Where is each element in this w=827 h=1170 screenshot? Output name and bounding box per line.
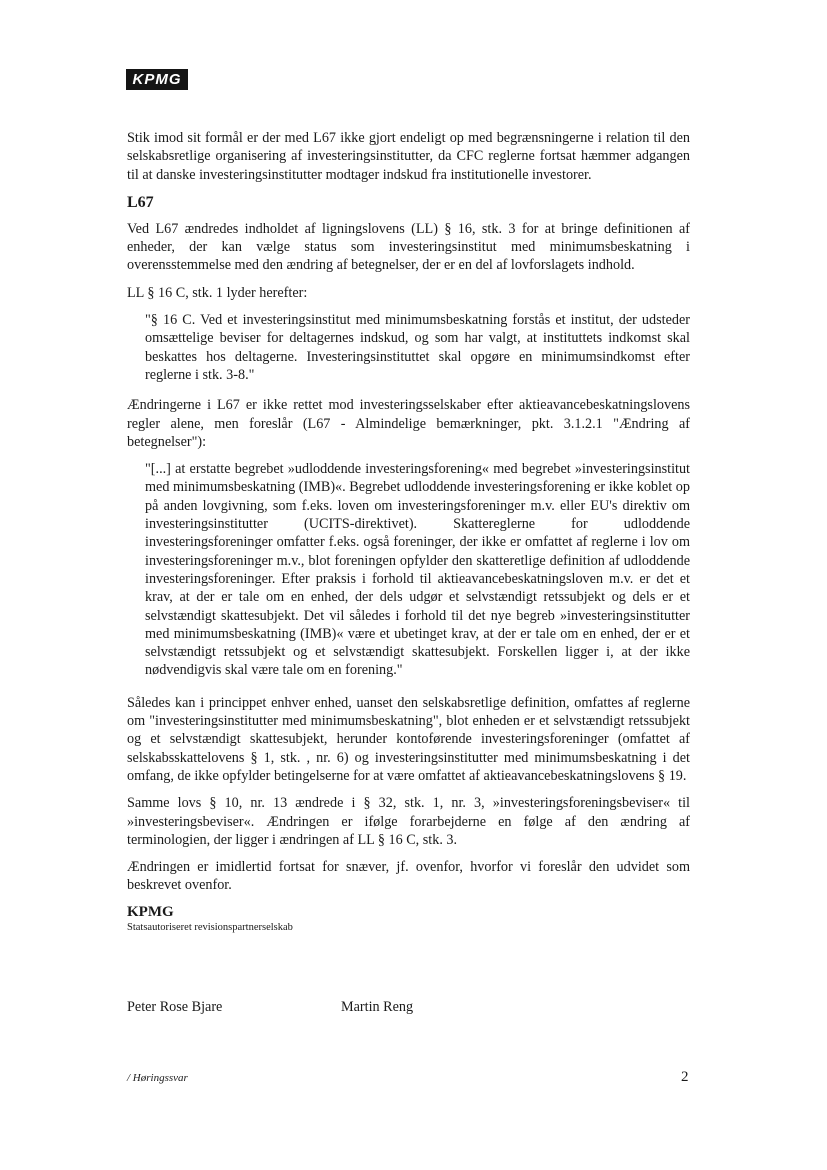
paragraph-3: Ændringerne i L67 er ikke rettet mod investeringsselskaber efter aktieavancebeskatningslovens regler alene, men foreslår (L67 - Almindelige bemærkninger, pkt. 3.1.2.1 "Ændring af betegnelser"): [127, 397, 690, 450]
page-number: 2 [681, 1069, 689, 1085]
kpmg-logo: KPMG [126, 69, 188, 90]
paragraph-1: Ved L67 ændredes indholdet af ligningslovens (LL) § 16, stk. 3 for at bringe definitionen af enheder, der kan vælge status som investeringsinstitut med minimumsbeskatning i overensstemmelse med den ændring af betegnelser, der er en del af lovforslagets indhold. [127, 220, 690, 274]
signature-firm: KPMG [127, 903, 174, 920]
paragraph-4: Således kan i princippet enhver enhed, uanset den selskabsretlige definition, omfattes af reglerne om "investeringsinstitutter med minimumsbeskatning", blot enheden er et selvstændigt retssubjekt og et selvstændigt skattesubjekt, herunder kontoførende investeringsforeninger (omfattet af selskabsskattelovens § 1, stk. , nr. 6) og investeringsinstitutter med minimumsbeskatning i det omfang, de ikke opfylder betingelserne for at være omfattet af aktieavancebeskatningslovens § 19. [127, 694, 690, 784]
paragraph-5: Samme lovs § 10, nr. 13 ændrede i § 32, stk. 1, nr. 3, »investeringsforeningsbeviser« til »investeringsbeviser«. Ændringen er ifølge forarbejderne en følge af den ændring af terminologien, der ligger i ændringen af LL § 16 C, stk. 3. [127, 795, 690, 848]
signer-1: Peter Rose Bjare [127, 999, 223, 1015]
letter-body [127, 129, 690, 935]
quote-1: "§ 16 C. Ved et investeringsinstitut med minimumsbeskatning forstås et institut, der udsteder omsættelige beviser for deltagernes indskud, og som har valgt, at instituttets indkomst skal beskattes hos deltagerne. Investeringsinstituttet skal opgøre en minimumsindkomst efter reglerne i stk. 3-8." [145, 312, 690, 383]
signature-subtitle: Statsautoriseret revisionspartnerselskab [127, 921, 293, 933]
paragraph-6: Ændringen er imidlertid fortsat for snæver, jf. ovenfor, hvorfor vi foreslår den udvidet som beskrevet ovenfor. [127, 859, 690, 894]
signer-2: Martin Reng [341, 999, 414, 1015]
section-heading: L67 [127, 193, 154, 211]
intro-paragraph: Stik imod sit formål er der med L67 ikke gjort endeligt op med begrænsningerne i relation til den selskabsretlige organisering af investeringsinstitutter, da CFC reglerne fortsat hæmmer adgangen til at danske investeringsinstitutter modtager indskud fra institutionelle investorer. [127, 130, 690, 183]
quote-2: "[...] at erstatte begrebet »udloddende investeringsforening« med begrebet »investeringsinstitut med minimumsbeskatning (IMB)«. Begrebet udloddende investeringsforening er ikke koblet op på anden lovgivning, som f.eks. loven om investeringsforeninger m.v. eller EU's direktiv om investeringsinstitutter (UCITS-direktivet). Skattereglerne for udloddende investeringsforeninger omfatter f.eks. også foreninger, der ikke er omfattet af reglerne i lov om investeringsforeninger m.v., blot foreningen opfylder den skatteretlige definition af udloddende investeringsforeninger. Efter praksis i forhold til aktieavancebeskatningsloven m.v. er det et krav, at der er tale om en enhed, der dels udgør et selvstændigt retssubjekt og dels er et selvstændigt skattesubjekt. Det vil således i forhold til det nye begreb »investeringsinstitutter med minimumsbeskatning (IMB)« være et ubetinget krav, at der er tale om en enhed, der er et selvstændigt retssubjekt og et selvstændigt skattesubjekt. Forskellen ligger i, at der ikke nødvendigvis skal være tale om en forening." [145, 461, 690, 679]
footer-label: / Høringssvar [127, 1072, 188, 1084]
paragraph-2: LL § 16 C, stk. 1 lyder herefter: [127, 284, 308, 301]
